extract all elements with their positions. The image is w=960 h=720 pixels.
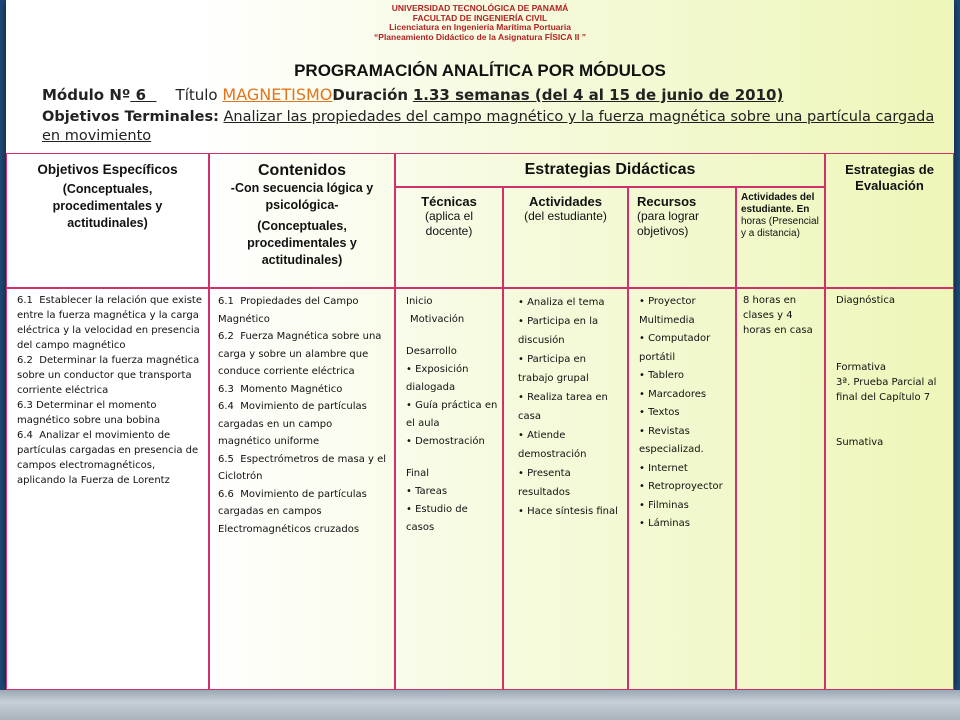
header-techniques [395,187,503,288]
activity-item: • Hace síntesis final [518,502,621,521]
content-item: 6.2 Fuerza Magnética sobre una carga y sobre un alambre que conduce corriente eléctrica [218,331,382,377]
module-label: Módulo Nº [42,86,131,104]
tech-item: • Demostración [406,433,498,451]
hours-cell [736,288,825,690]
resource-item: • Computador portátil [639,330,731,367]
header-resources-title: Recursos [637,194,697,209]
objective-item: 6.3 Determinar el momento magnético sobre una bobina [17,400,161,426]
content-item: 6.6 Movimiento de partículas cargadas en campos Electromagnéticos cruzados [218,488,367,535]
header-techniques-title: Técnicas [421,194,477,209]
activities-cell [503,288,628,690]
page-title: PROGRAMACIÓN ANALÍTICA POR MÓDULOS [294,61,666,80]
terminal-objectives-label: Objetivos Terminales: [42,109,219,125]
objective-item: 6.4 Analizar el movimiento de partículas cargadas en presencia de campos electromagnéticos, aplicando la Fuerza de Lorentz [17,430,199,486]
header-techniques-sub: (aplica el docente) [424,209,474,238]
bottom-bar [0,690,960,720]
objective-item: 6.2 Determinar la fuerza magnética sobre un conductor que transporta corriente eléctrica [17,355,200,396]
tech-item: • Exposición dialogada [406,361,498,397]
objective-item: 6.1 Establecer la relación que existe entre la fuerza magnética y la carga eléctrica y la velocidad en presencia del campo magnético [17,295,202,351]
tech-final: Final [406,468,430,479]
slide [6,0,954,690]
institution-line-4: “Planeamiento Didáctico de la Asignatura FÍSICA II ” [374,31,586,42]
content-item: 6.4 Movimiento de partículas cargadas en un campo magnético uniforme [218,401,367,447]
module-number: 6 [135,86,147,104]
resource-item: • Láminas [639,515,731,534]
institution-line-1: UNIVERSIDAD TECNOLÓGICA DE PANAMÁ [391,3,569,13]
header-strategies: Estrategias Didácticas [395,153,825,187]
resource-item: • Filminas [639,497,731,516]
contents-cell [209,288,395,690]
duration-label: Duración [332,86,409,104]
header-student-hours-en: En [796,204,810,215]
tech-desarrollo: Desarrollo [406,346,457,357]
header-activities [503,187,628,288]
evaluation-cell [825,288,954,690]
content-item: 6.5 Espectrómetros de masa y el Ciclotrón [218,453,387,482]
header-student-hours-title: Actividades del estudiante. [741,192,815,215]
objectives-cell [6,288,209,690]
institution-header [6,4,954,42]
resources-cell [628,288,736,690]
header-resources-sub: (para lograr objetivos) [637,209,700,238]
tech-item: • Estudio de casos [406,501,498,537]
header-objectives-title: Objetivos Específicos [37,162,178,177]
resource-item: • Retroproyector [639,478,731,497]
header-activities-title: Actividades [529,194,602,209]
eval-formativa: Formativa [836,362,887,373]
institution-line-2: FACULTAD DE INGENIERÍA CIVIL [412,12,548,23]
resource-item: • Internet [639,460,731,479]
resource-item: • Tablero [639,367,731,386]
header-activities-sub: (del estudiante) [524,209,607,223]
header-contents-sub1: -Con secuencia lógica y psicológica- [230,181,374,212]
activity-item: • Analiza el tema [518,293,621,312]
header-objectives-sub: (Conceptuales, procedimentales y actitudinales) [52,182,163,230]
header-objectives [6,153,209,288]
resource-item: • Proyector Multimedia [639,293,731,330]
hours-text: 8 horas en clases y 4 horas en casa [743,295,813,336]
header-contents-title: Contenidos [258,162,346,179]
eval-sumativa: Sumativa [836,437,884,448]
terminal-objectives [42,108,942,146]
activity-item: • Presenta resultados [518,464,621,502]
activity-item: • Atiende demostración [518,426,621,464]
header-evaluation: Estrategias de Evaluación [825,153,954,288]
module-title-value: MAGNETISMO [222,85,333,104]
tech-item: • Tareas [406,483,498,501]
activity-item: • Participa en trabajo grupal [518,350,621,388]
header-contents [209,153,395,288]
header-student-hours [736,187,825,288]
content-item: 6.1 Propiedades del Campo Magnético [218,296,359,325]
header-resources [628,187,736,288]
tech-item: • Guía práctica en el aula [406,397,498,433]
tech-inicio: Inicio [406,296,433,307]
institution-line-3: Licenciatura en Ingeniería Marítima Portuaria [389,22,571,32]
resource-item: • Marcadores [639,386,731,405]
header-student-hours-sub: horas (Presencial y a distancia) [741,216,819,239]
activity-item: • Realiza tarea en casa [518,388,621,426]
module-line [42,85,783,104]
tech-motivacion: Motivación [410,314,465,325]
duration-value: 1.33 semanas (del 4 al 15 de junio de 2010) [412,86,784,104]
terminal-objectives-value: Analizar las propiedades del campo magnético y la fuerza magnética sobre una partícula cargada en movimiento [42,109,935,144]
eval-prueba: 3ª. Prueba Parcial al final del Capítulo 7 [836,377,937,403]
header-contents-sub2: (Conceptuales, procedimentales y actitudinales) [247,219,357,267]
resource-item: • Textos [639,404,731,423]
techniques-cell [395,288,503,690]
planning-table [6,153,954,690]
content-item: 6.3 Momento Magnético [218,383,343,395]
activity-item: • Participa en la discusión [518,312,621,350]
eval-diagnostica: Diagnóstica [836,295,895,306]
resource-item: • Revistas especializad. [639,423,731,460]
title-label: Título [175,86,218,104]
